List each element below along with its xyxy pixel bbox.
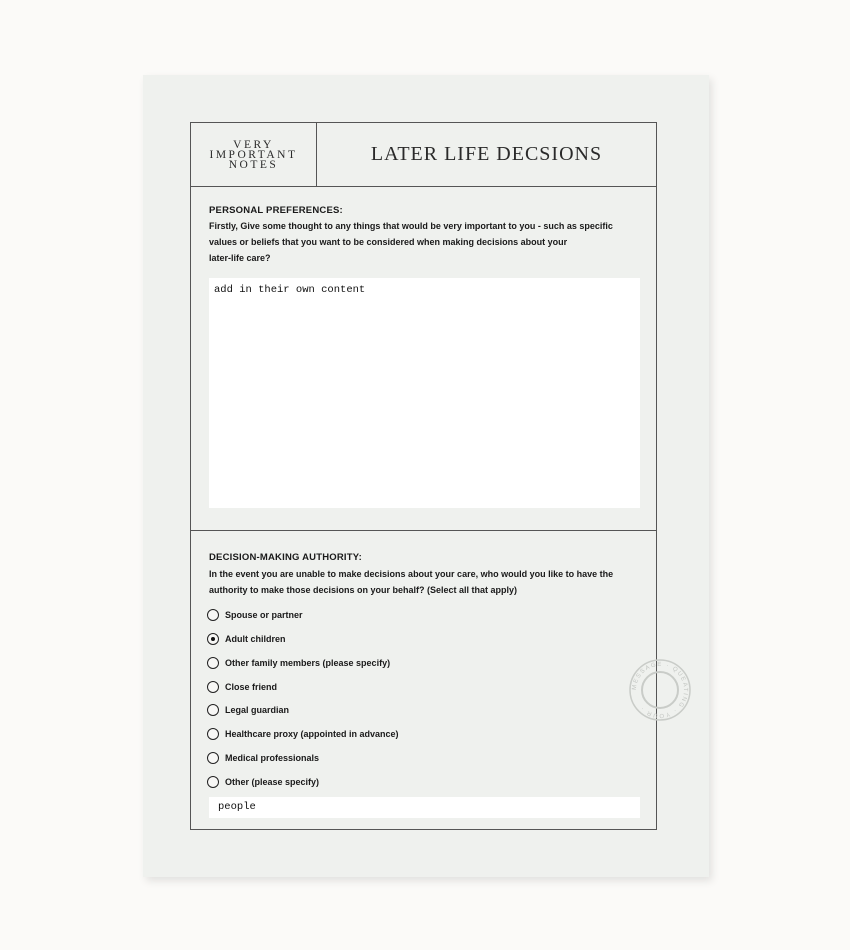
brand-line-3: NOTES bbox=[228, 158, 279, 171]
specify-input-value: people bbox=[218, 801, 256, 813]
header bbox=[191, 123, 656, 187]
option-label: Other (please specify) bbox=[225, 777, 320, 787]
option-healthcare-proxy[interactable] bbox=[207, 726, 399, 742]
option-label: Medical professionals bbox=[225, 753, 320, 763]
option-label: Healthcare proxy (appointed in advance) bbox=[225, 729, 399, 739]
brand-line-2: IMPORTANT bbox=[209, 148, 298, 161]
option-medical-professionals[interactable] bbox=[207, 750, 319, 766]
brand-logo bbox=[191, 123, 317, 186]
specify-input[interactable] bbox=[209, 797, 640, 818]
page-title: LATER LIFE DECSIONS bbox=[370, 143, 603, 165]
personal-preferences-content: add in their own content bbox=[214, 284, 366, 296]
option-other-specify[interactable] bbox=[207, 774, 319, 790]
authority-prompt-line-1: In the event you are unable to make decisions about your care, who would you like to have the bbox=[209, 569, 614, 579]
option-legal-guardian[interactable] bbox=[207, 702, 289, 718]
decision-authority-section bbox=[191, 531, 656, 829]
prompt-line-2: values or beliefs that you want to be considered when making decisions about your bbox=[209, 237, 568, 247]
svg-text:MESSAGE · QUEATING · YOUR · bbox=[632, 662, 688, 718]
brand-line-1: VERY bbox=[233, 138, 274, 151]
decision-authority-heading: DECISION-MAKING AUTHORITY: bbox=[209, 552, 362, 563]
decision-authority-prompt bbox=[209, 566, 639, 598]
form-frame bbox=[190, 122, 657, 830]
option-label: Other family members (please specify) bbox=[225, 658, 391, 668]
option-other-family-members[interactable] bbox=[207, 655, 390, 671]
radio-button[interactable] bbox=[207, 776, 219, 788]
option-spouse-or-partner[interactable] bbox=[207, 607, 303, 623]
radio-button[interactable] bbox=[207, 752, 219, 764]
seal-text: MESSAGE · QUEATING · YOUR · bbox=[631, 661, 689, 719]
option-label: Close friend bbox=[225, 682, 278, 692]
personal-preferences-heading: PERSONAL PREFERENCES: bbox=[209, 205, 343, 216]
prompt-line-1: Firstly, Give some thought to any things that would be very important to you - such as specific bbox=[209, 221, 613, 231]
document-sheet bbox=[143, 75, 709, 877]
option-label: Spouse or partner bbox=[225, 610, 303, 620]
prompt-line-3: later-life care? bbox=[209, 253, 271, 263]
radio-button[interactable] bbox=[207, 609, 219, 621]
radio-button[interactable] bbox=[207, 728, 219, 740]
personal-preferences-prompt bbox=[209, 218, 639, 266]
personal-preferences-textarea[interactable] bbox=[209, 278, 640, 508]
seal-stamp-icon bbox=[629, 659, 691, 721]
option-label: Legal guardian bbox=[225, 705, 290, 715]
radio-button-selected[interactable] bbox=[207, 633, 219, 645]
personal-preferences-section bbox=[191, 187, 656, 531]
authority-prompt-line-2: authority to make those decisions on your behalf? (Select all that apply) bbox=[209, 585, 518, 595]
radio-button[interactable] bbox=[207, 657, 219, 669]
radio-dot bbox=[211, 637, 215, 641]
option-close-friend[interactable] bbox=[207, 679, 277, 695]
radio-button[interactable] bbox=[207, 681, 219, 693]
radio-button[interactable] bbox=[207, 704, 219, 716]
option-label: Adult children bbox=[225, 634, 286, 644]
option-adult-children[interactable] bbox=[207, 631, 286, 647]
